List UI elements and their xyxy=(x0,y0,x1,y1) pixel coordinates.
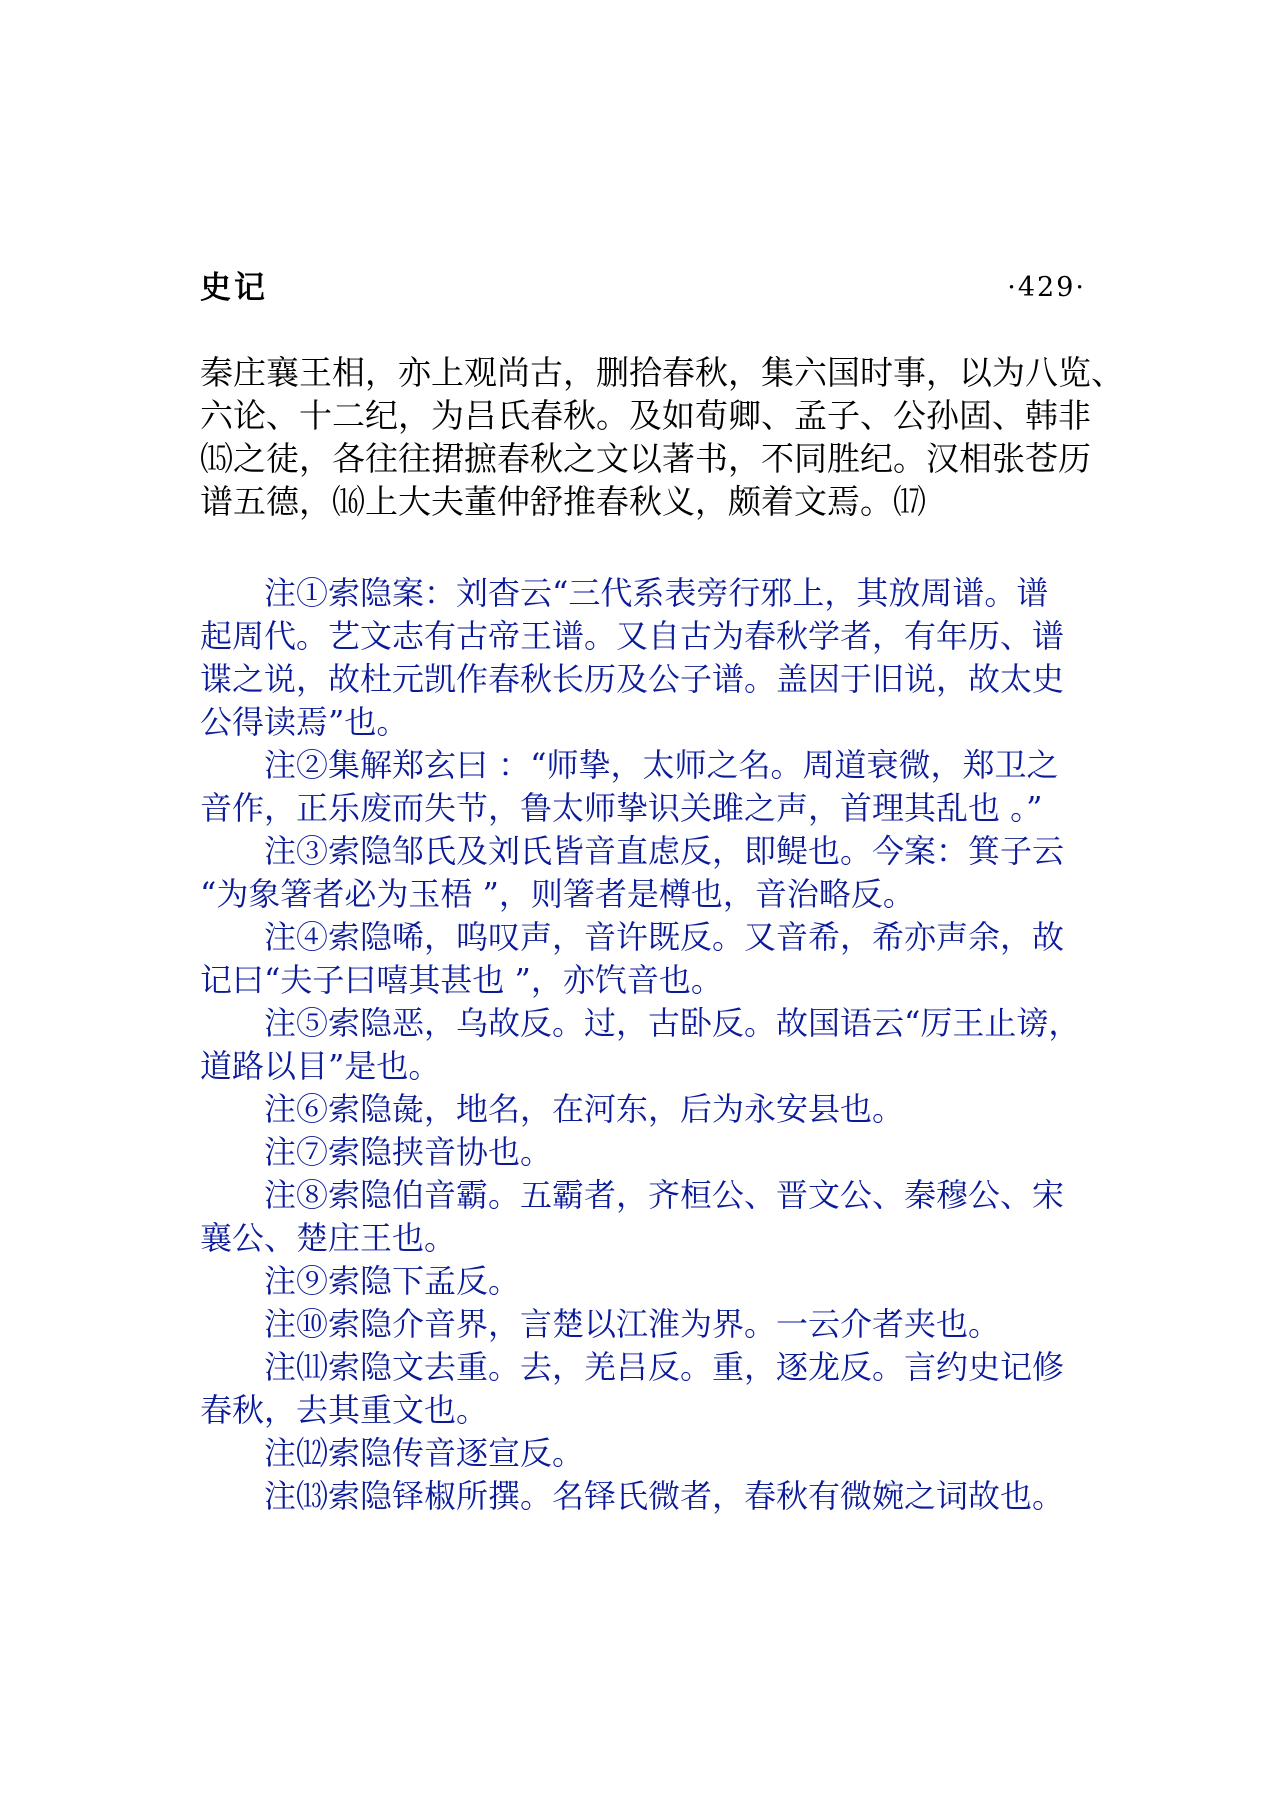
footnote-line: 记曰“夫子曰嘻其甚也 ”，亦饩音也。 xyxy=(200,961,723,999)
footnote-line: 注⒀索隐铎椒所撰。名铎氏微者，春秋有微婉之词故也。 xyxy=(264,1477,1065,1515)
footnote-line: 注⑩索隐介音界，言楚以江淮为界。一云介者夹也。 xyxy=(264,1305,1001,1343)
footnote-line: 注⑥索隐彘，地名，在河东，后为永安县也。 xyxy=(264,1090,905,1128)
footnote-line: 注⑤索隐恶，乌故反。过，古卧反。故国语云“厉王止谤， xyxy=(264,1004,1081,1042)
page-number: ·429· xyxy=(1007,272,1086,303)
footnote-line: 注⑾索隐文去重。去，羌吕反。重，逐龙反。言约史记修 xyxy=(264,1348,1065,1386)
footnote-line: 注⑿索隐传音逐宣反。 xyxy=(264,1434,585,1472)
main-text-block xyxy=(200,351,1124,523)
footnote-line: 音作，正乐废而失节，鲁太师挚识关雎之声，首理其乱也 。” xyxy=(200,789,1043,827)
footnote-line: 注②集解郑玄曰 ：“师挚，太师之名。周道衰微，郑卫之 xyxy=(264,746,1059,784)
main-text-line: 六论、十二纪，为吕氏春秋。及如荀卿、孟子、公孙固、韩非 xyxy=(200,396,1091,435)
book-title: 史记 xyxy=(200,270,268,306)
footnote-line: 襄公、楚庄王也。 xyxy=(200,1219,457,1257)
main-text-line: 谱五德，⒃上大夫董仲舒推春秋义，颇着文焉。⒄ xyxy=(200,482,926,521)
footnote-line: “为象箸者必为玉梧 ”，则箸者是樽也，音治略反。 xyxy=(200,875,915,913)
main-text-line: 秦庄襄王相，亦上观尚古，删拾春秋，集六国时事，以为八览、 xyxy=(200,353,1124,392)
footnote-line: 公得读焉”也。 xyxy=(200,703,409,741)
footnote-line: 春秋，去其重文也。 xyxy=(200,1391,489,1429)
footnote-line: 注①索隐案：刘杳云“三代系表旁行邪上，其放周谱。谱 xyxy=(264,574,1049,612)
footnote-line: 注⑨索隐下孟反。 xyxy=(264,1262,521,1300)
footnote-line: 注③索隐邹氏及刘氏皆音直虑反，即鳀也。今案：箕子云 xyxy=(264,832,1065,870)
footnote-line: 道路以目”是也。 xyxy=(200,1047,441,1085)
main-text-line: ⒂之徒，各往往捃摭春秋之文以著书，不同胜纪。汉相张苍历 xyxy=(200,439,1091,478)
footnote-line: 谍之说，故杜元凯作春秋长历及公子谱。盖因于旧说，故太史 xyxy=(200,660,1065,698)
footnote-line: 注④索隐唏，呜叹声，音许既反。又音希，希亦声余，故 xyxy=(264,918,1065,956)
footnote-line: 注⑦索隐挟音协也。 xyxy=(264,1133,553,1171)
footnote-line: 注⑧索隐伯音霸。五霸者，齐桓公、晋文公、秦穆公、宋 xyxy=(264,1176,1065,1214)
footnotes-block xyxy=(200,572,1100,1518)
footnote-line: 起周代。艺文志有古帝王谱。又自古为春秋学者，有年历、谱 xyxy=(200,617,1065,655)
